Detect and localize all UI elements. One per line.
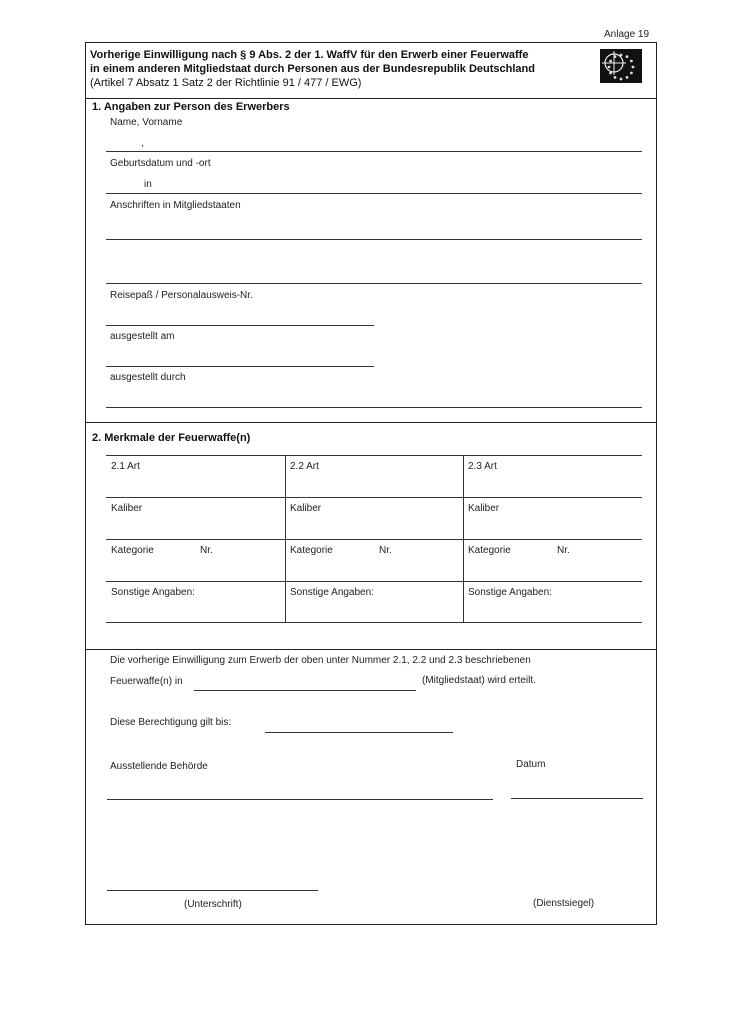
- addresses-label: Anschriften in Mitgliedstaaten: [110, 200, 241, 211]
- member-state-field[interactable]: [194, 690, 416, 691]
- grid-line-1: [106, 497, 642, 498]
- grid-divider-2: [463, 455, 464, 622]
- birth-label: Geburtsdatum und -ort: [110, 158, 211, 169]
- issued-on-field[interactable]: [106, 366, 374, 367]
- date-label: Datum: [516, 759, 546, 770]
- grid-line-top: [106, 455, 642, 456]
- form-title-line2: in einem anderen Mitgliedstaat durch Personen aus der Bundesrepublik Deutschland: [90, 63, 535, 75]
- authority-field[interactable]: [107, 799, 493, 800]
- passport-label: Reisepaß / Personalausweis-Nr.: [110, 290, 253, 301]
- col3-nr-label: Nr.: [557, 545, 570, 556]
- title-box: [85, 42, 657, 99]
- section1-heading: 1. Angaben zur Person des Erwerbers: [92, 101, 290, 113]
- birth-in-label: in: [144, 179, 152, 190]
- seal-label: (Dienstsiegel): [533, 898, 595, 909]
- date-field[interactable]: [511, 798, 643, 799]
- col1-kaliber-label: Kaliber: [111, 503, 143, 514]
- issued-by-label: ausgestellt durch: [110, 372, 186, 383]
- consent-line2-prefix: Feuerwaffe(n) in: [110, 676, 183, 687]
- col3-sonstige-label: Sonstige Angaben:: [468, 587, 552, 598]
- name-separator: ,: [141, 138, 144, 149]
- col3-art-label: 2.3 Art: [468, 461, 497, 472]
- col2-kaliber-label: Kaliber: [290, 503, 322, 514]
- address-field-1[interactable]: [106, 239, 642, 240]
- passport-field[interactable]: [106, 325, 374, 326]
- eu-emblem-icon: [600, 49, 642, 83]
- grid-line-3: [106, 581, 642, 582]
- section2-box: [85, 422, 657, 650]
- name-label: Name, Vorname: [110, 117, 183, 128]
- consent-line1: Die vorherige Einwilligung zum Erwerb der oben unter Nummer 2.1, 2.2 und 2.3 beschriebenen: [110, 655, 531, 666]
- address-field-2[interactable]: [106, 283, 642, 284]
- valid-until-label: Diese Berechtigung gilt bis:: [110, 717, 232, 728]
- col1-art-label: 2.1 Art: [111, 461, 140, 472]
- grid-line-2: [106, 539, 642, 540]
- grid-divider-1: [285, 455, 286, 622]
- col2-art-label: 2.2 Art: [290, 461, 319, 472]
- col3-kategorie-label: Kategorie: [468, 545, 511, 556]
- col2-kategorie-label: Kategorie: [290, 545, 333, 556]
- col2-sonstige-label: Sonstige Angaben:: [290, 587, 374, 598]
- col2-nr-label: Nr.: [379, 545, 392, 556]
- valid-until-field[interactable]: [265, 732, 453, 733]
- grid-line-bottom: [106, 622, 642, 623]
- col3-kaliber-label: Kaliber: [468, 503, 500, 514]
- birth-field[interactable]: [106, 193, 642, 194]
- authority-label: Ausstellende Behörde: [110, 761, 208, 772]
- form-title-line3: (Artikel 7 Absatz 1 Satz 2 der Richtlinie 91 / 477 / EWG): [90, 77, 362, 89]
- issued-on-label: ausgestellt am: [110, 331, 175, 342]
- col1-kategorie-label: Kategorie: [111, 545, 154, 556]
- annex-label: Anlage 19: [604, 29, 650, 40]
- signature-field[interactable]: [107, 890, 318, 891]
- signature-label: (Unterschrift): [184, 899, 242, 910]
- name-field[interactable]: [106, 151, 642, 152]
- section2-heading: 2. Merkmale der Feuerwaffe(n): [92, 432, 251, 444]
- issued-by-field[interactable]: [106, 407, 642, 408]
- consent-line2-suffix: (Mitgliedstaat) wird erteilt.: [422, 675, 536, 686]
- form-title-line1: Vorherige Einwilligung nach § 9 Abs. 2 der 1. WaffV für den Erwerb einer Feuerwaffe: [90, 49, 529, 61]
- col1-nr-label: Nr.: [200, 545, 213, 556]
- col1-sonstige-label: Sonstige Angaben:: [111, 587, 195, 598]
